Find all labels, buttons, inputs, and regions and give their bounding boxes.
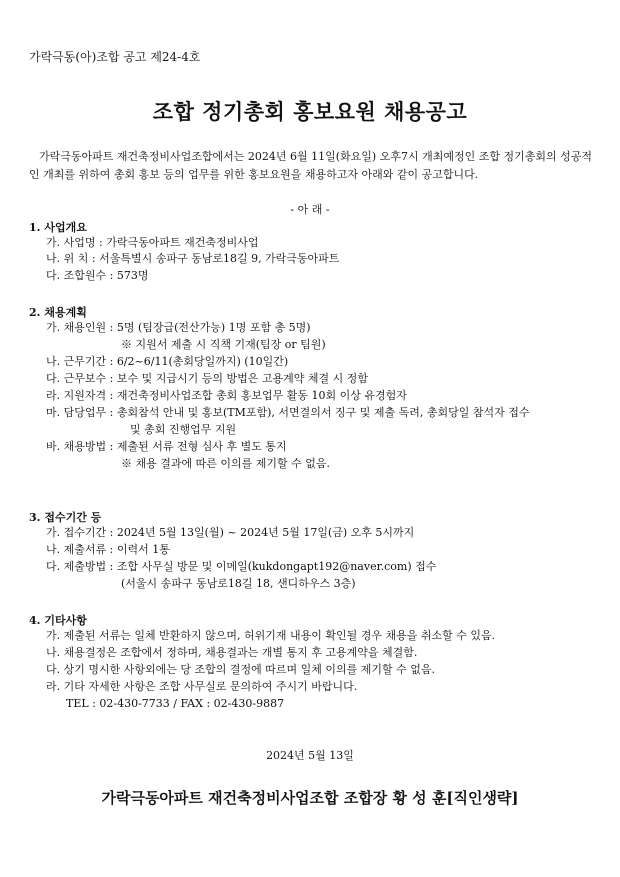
section-heading-application: 3. 접수기간 등 (29, 511, 102, 524)
list-item-note: ※ 지원서 제출 시 직책 기재(팀장 or 팀원) (121, 338, 326, 351)
notice-number: 가락극동(아)조합 공고 제24-4호 (29, 50, 201, 64)
list-item: 다. 제출방법 : 조합 사무실 방문 및 이메일(kukdongapt192@naver.com) 접수 (46, 560, 437, 573)
list-item: 다. 조합원수 : 573명 (46, 269, 149, 282)
list-item-continuation: (서울시 송파구 동남로18길 18, 샌디하우스 3층) (121, 577, 356, 590)
notice-date: 2024년 5월 13일 (266, 749, 354, 762)
list-item: 가. 채용인원 : 5명 (팀장급(전산가능) 1명 포함 총 5명) (46, 321, 311, 334)
list-item: 나. 근무기간 : 6/2~6/11(총회당일까지) (10일간) (46, 355, 289, 368)
intro-paragraph: 가락극동아파트 재건축정비사업조합에서는 2024년 6월 11일(화요일) 오후7시 개최예정인 조합 정기총회의 성공적인 개최를 위하여 총회 홍보 등의 업무를 위한 홍보요원을 채용하고자 아래와 같이 공고합니다. (29, 150, 592, 181)
section-heading-other: 4. 기타사항 (29, 614, 87, 627)
list-item: 나. 제출서류 : 이력서 1통 (46, 543, 170, 556)
list-item: 나. 위 치 : 서울특별시 송파구 동남로18길 9, 가락극동아파트 (46, 252, 340, 265)
list-item: 가. 사업명 : 가락극동아파트 재건축정비사업 (46, 236, 259, 249)
signature: 가락극동아파트 재건축정비사업조합 조합장 황 성 훈[직인생략] (101, 789, 519, 807)
below-marker: - 아 래 - (290, 203, 330, 216)
page-title: 조합 정기총회 홍보요원 채용공고 (152, 99, 468, 124)
list-item-continuation: 및 총회 진행업무 지원 (130, 423, 237, 436)
contact-line: TEL : 02-430-7733 / FAX : 02-430-9887 (66, 697, 285, 710)
list-item-note: ※ 채용 결과에 따른 이의를 제기할 수 없음. (121, 457, 330, 470)
list-item: 가. 접수기간 : 2024년 5월 13일(월) ~ 2024년 5월 17일(금) 오후 5시까지 (46, 526, 415, 539)
list-item: 라. 지원자격 : 재건축정비사업조합 총회 홍보업무 활동 10회 이상 유경험자 (46, 389, 407, 402)
section-heading-overview: 1. 사업개요 (29, 221, 87, 234)
list-item: 가. 제출된 서류는 일체 반환하지 않으며, 허위기재 내용이 확인될 경우 채용을 취소할 수 있음. (46, 629, 496, 642)
list-item: 마. 담당업무 : 총회참석 안내 및 홍보(TM포함), 서면결의서 징구 및 제출 독려, 총회당일 참석자 접수 (46, 406, 530, 419)
list-item: 바. 채용방법 : 제출된 서류 전형 심사 후 별도 통지 (46, 440, 287, 453)
section-heading-hiring-plan: 2. 채용계획 (29, 306, 87, 319)
list-item: 나. 채용결정은 조합에서 정하며, 채용결과는 개별 통지 후 고용계약을 체결함. (46, 646, 418, 659)
list-item: 라. 기타 자세한 사항은 조합 사무실로 문의하여 주시기 바랍니다. (46, 680, 358, 693)
list-item: 다. 근무보수 : 보수 및 지급시기 등의 방법은 고용계약 체결 시 정함 (46, 372, 368, 385)
list-item: 다. 상기 명시한 사항외에는 당 조합의 결정에 따르며 일체 이의를 제기할 수 없음. (46, 663, 435, 676)
